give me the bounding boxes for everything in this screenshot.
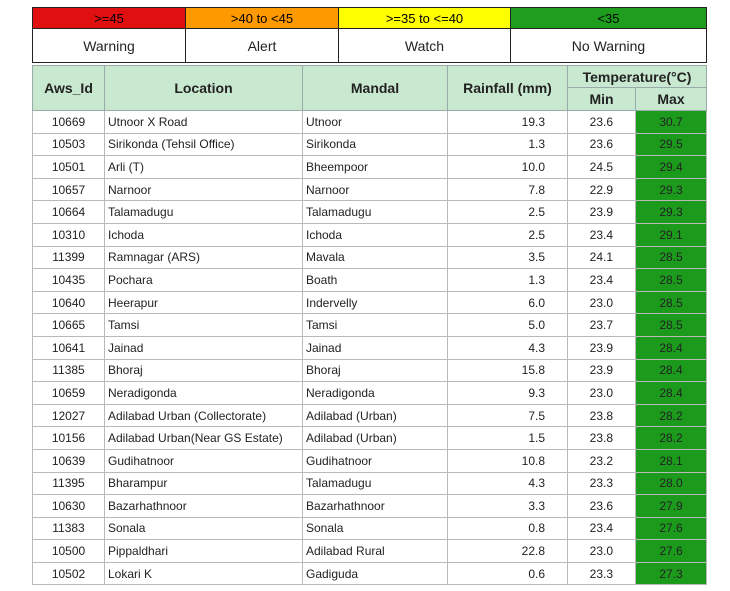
- cell-rainfall: 19.3: [448, 111, 568, 134]
- table-row: [33, 156, 707, 179]
- cell-mandal: Utnoor: [303, 111, 448, 134]
- cell-location: Lokari K: [105, 562, 303, 585]
- cell-max-temp: 29.1: [636, 223, 707, 246]
- cell-max-temp: 28.5: [636, 314, 707, 337]
- cell-mandal: Talamadugu: [303, 201, 448, 224]
- table-row: [33, 359, 707, 382]
- cell-aws-id: 10640: [33, 291, 105, 314]
- cell-aws-id: 11385: [33, 359, 105, 382]
- cell-rainfall: 1.3: [448, 133, 568, 156]
- cell-rainfall: 3.3: [448, 495, 568, 518]
- cell-aws-id: 11383: [33, 517, 105, 540]
- cell-min-temp: 23.4: [568, 223, 636, 246]
- table-row: [33, 427, 707, 450]
- cell-mandal: Adilabad (Urban): [303, 427, 448, 450]
- cell-max-temp: 29.3: [636, 201, 707, 224]
- legend-label-no-warning: No Warning: [511, 29, 707, 63]
- cell-max-temp: 28.5: [636, 291, 707, 314]
- cell-rainfall: 5.0: [448, 314, 568, 337]
- table-row: [33, 291, 707, 314]
- table-row: [33, 336, 707, 359]
- cell-min-temp: 23.2: [568, 449, 636, 472]
- cell-location: Pochara: [105, 269, 303, 292]
- cell-min-temp: 23.6: [568, 133, 636, 156]
- cell-min-temp: 23.0: [568, 382, 636, 405]
- cell-min-temp: 24.5: [568, 156, 636, 179]
- cell-rainfall: 4.3: [448, 472, 568, 495]
- cell-mandal: Gadiguda: [303, 562, 448, 585]
- cell-min-temp: 22.9: [568, 178, 636, 201]
- cell-rainfall: 2.5: [448, 201, 568, 224]
- header-temperature: Temperature(°C): [568, 66, 707, 88]
- cell-location: Jainad: [105, 336, 303, 359]
- table-row: [33, 178, 707, 201]
- cell-rainfall: 1.5: [448, 427, 568, 450]
- cell-mandal: Sonala: [303, 517, 448, 540]
- legend-table: [32, 7, 706, 63]
- table-row: [33, 562, 707, 585]
- cell-min-temp: 23.6: [568, 111, 636, 134]
- cell-max-temp: 27.6: [636, 540, 707, 563]
- cell-location: Gudihatnoor: [105, 449, 303, 472]
- legend-range-warning: >=45: [33, 8, 186, 29]
- cell-mandal: Jainad: [303, 336, 448, 359]
- table-row: [33, 223, 707, 246]
- header-min: Min: [568, 88, 636, 111]
- cell-mandal: Ichoda: [303, 223, 448, 246]
- cell-rainfall: 7.8: [448, 178, 568, 201]
- table-row: [33, 314, 707, 337]
- cell-rainfall: 0.8: [448, 517, 568, 540]
- cell-location: Bhoraj: [105, 359, 303, 382]
- cell-min-temp: 23.6: [568, 495, 636, 518]
- legend-label-row: [33, 29, 707, 63]
- cell-location: Adilabad Urban (Collectorate): [105, 404, 303, 427]
- cell-min-temp: 24.1: [568, 246, 636, 269]
- cell-location: Tamsi: [105, 314, 303, 337]
- cell-aws-id: 10669: [33, 111, 105, 134]
- cell-location: Bazarhathnoor: [105, 495, 303, 518]
- cell-mandal: Boath: [303, 269, 448, 292]
- cell-aws-id: 10657: [33, 178, 105, 201]
- cell-rainfall: 3.5: [448, 246, 568, 269]
- table-body: [33, 111, 707, 585]
- cell-mandal: Tamsi: [303, 314, 448, 337]
- cell-aws-id: 10500: [33, 540, 105, 563]
- table-row: [33, 382, 707, 405]
- cell-rainfall: 22.8: [448, 540, 568, 563]
- cell-location: Neradigonda: [105, 382, 303, 405]
- cell-min-temp: 23.3: [568, 562, 636, 585]
- cell-min-temp: 23.9: [568, 359, 636, 382]
- table-row: [33, 517, 707, 540]
- header-mandal: Mandal: [303, 66, 448, 111]
- legend-color-row: [33, 8, 707, 29]
- cell-max-temp: 28.4: [636, 359, 707, 382]
- cell-rainfall: 1.3: [448, 269, 568, 292]
- cell-rainfall: 0.6: [448, 562, 568, 585]
- cell-mandal: Mavala: [303, 246, 448, 269]
- cell-mandal: Neradigonda: [303, 382, 448, 405]
- cell-min-temp: 23.0: [568, 540, 636, 563]
- cell-rainfall: 6.0: [448, 291, 568, 314]
- cell-max-temp: 28.5: [636, 246, 707, 269]
- cell-aws-id: 10502: [33, 562, 105, 585]
- table-row: [33, 269, 707, 292]
- cell-aws-id: 10665: [33, 314, 105, 337]
- cell-max-temp: 28.2: [636, 427, 707, 450]
- cell-max-temp: 28.4: [636, 336, 707, 359]
- cell-mandal: Sirikonda: [303, 133, 448, 156]
- cell-location: Ramnagar (ARS): [105, 246, 303, 269]
- cell-rainfall: 9.3: [448, 382, 568, 405]
- cell-max-temp: 27.6: [636, 517, 707, 540]
- cell-rainfall: 15.8: [448, 359, 568, 382]
- cell-aws-id: 10156: [33, 427, 105, 450]
- legend-label-alert: Alert: [186, 29, 339, 63]
- table-row: [33, 111, 707, 134]
- cell-min-temp: 23.8: [568, 404, 636, 427]
- legend-range-watch: >=35 to <=40: [339, 8, 511, 29]
- cell-aws-id: 10630: [33, 495, 105, 518]
- table-row: [33, 404, 707, 427]
- legend-label-warning: Warning: [33, 29, 186, 63]
- cell-mandal: Bhoraj: [303, 359, 448, 382]
- cell-max-temp: 28.0: [636, 472, 707, 495]
- cell-max-temp: 29.5: [636, 133, 707, 156]
- legend-label-watch: Watch: [339, 29, 511, 63]
- cell-min-temp: 23.9: [568, 336, 636, 359]
- cell-aws-id: 10641: [33, 336, 105, 359]
- cell-mandal: Bazarhathnoor: [303, 495, 448, 518]
- cell-mandal: Talamadugu: [303, 472, 448, 495]
- cell-min-temp: 23.7: [568, 314, 636, 337]
- cell-aws-id: 10659: [33, 382, 105, 405]
- cell-aws-id: 10639: [33, 449, 105, 472]
- header-max: Max: [636, 88, 707, 111]
- cell-max-temp: 28.2: [636, 404, 707, 427]
- cell-min-temp: 23.8: [568, 427, 636, 450]
- table-row: [33, 201, 707, 224]
- cell-location: Sonala: [105, 517, 303, 540]
- cell-aws-id: 12027: [33, 404, 105, 427]
- cell-mandal: Narnoor: [303, 178, 448, 201]
- cell-max-temp: 28.5: [636, 269, 707, 292]
- cell-location: Narnoor: [105, 178, 303, 201]
- header-location: Location: [105, 66, 303, 111]
- cell-aws-id: 10503: [33, 133, 105, 156]
- cell-aws-id: 10501: [33, 156, 105, 179]
- cell-max-temp: 28.4: [636, 382, 707, 405]
- cell-aws-id: 10310: [33, 223, 105, 246]
- cell-mandal: Gudihatnoor: [303, 449, 448, 472]
- cell-min-temp: 23.4: [568, 269, 636, 292]
- cell-max-temp: 29.3: [636, 178, 707, 201]
- cell-rainfall: 7.5: [448, 404, 568, 427]
- cell-max-temp: 27.9: [636, 495, 707, 518]
- weather-data-table: [32, 65, 706, 585]
- legend-range-alert: >40 to <45: [186, 8, 339, 29]
- cell-aws-id: 11395: [33, 472, 105, 495]
- cell-max-temp: 27.3: [636, 562, 707, 585]
- cell-aws-id: 10664: [33, 201, 105, 224]
- cell-location: Pippaldhari: [105, 540, 303, 563]
- cell-mandal: Adilabad (Urban): [303, 404, 448, 427]
- table-row: [33, 246, 707, 269]
- cell-mandal: Indervelly: [303, 291, 448, 314]
- cell-location: Ichoda: [105, 223, 303, 246]
- cell-location: Sirikonda (Tehsil Office): [105, 133, 303, 156]
- header-rainfall: Rainfall (mm): [448, 66, 568, 111]
- cell-rainfall: 2.5: [448, 223, 568, 246]
- table-row: [33, 133, 707, 156]
- cell-min-temp: 23.9: [568, 201, 636, 224]
- cell-max-temp: 28.1: [636, 449, 707, 472]
- cell-location: Bharampur: [105, 472, 303, 495]
- cell-location: Heerapur: [105, 291, 303, 314]
- cell-location: Talamadugu: [105, 201, 303, 224]
- cell-min-temp: 23.0: [568, 291, 636, 314]
- table-row: [33, 472, 707, 495]
- cell-min-temp: 23.3: [568, 472, 636, 495]
- cell-location: Adilabad Urban(Near GS Estate): [105, 427, 303, 450]
- cell-max-temp: 30.7: [636, 111, 707, 134]
- legend-range-no-warning: <35: [511, 8, 707, 29]
- cell-max-temp: 29.4: [636, 156, 707, 179]
- cell-location: Utnoor X Road: [105, 111, 303, 134]
- cell-mandal: Bheempoor: [303, 156, 448, 179]
- cell-min-temp: 23.4: [568, 517, 636, 540]
- cell-rainfall: 4.3: [448, 336, 568, 359]
- table-row: [33, 495, 707, 518]
- cell-rainfall: 10.0: [448, 156, 568, 179]
- cell-mandal: Adilabad Rural: [303, 540, 448, 563]
- table-row: [33, 449, 707, 472]
- cell-rainfall: 10.8: [448, 449, 568, 472]
- cell-aws-id: 11399: [33, 246, 105, 269]
- table-row: [33, 540, 707, 563]
- header-aws-id: Aws_Id: [33, 66, 105, 111]
- cell-aws-id: 10435: [33, 269, 105, 292]
- cell-location: Arli (T): [105, 156, 303, 179]
